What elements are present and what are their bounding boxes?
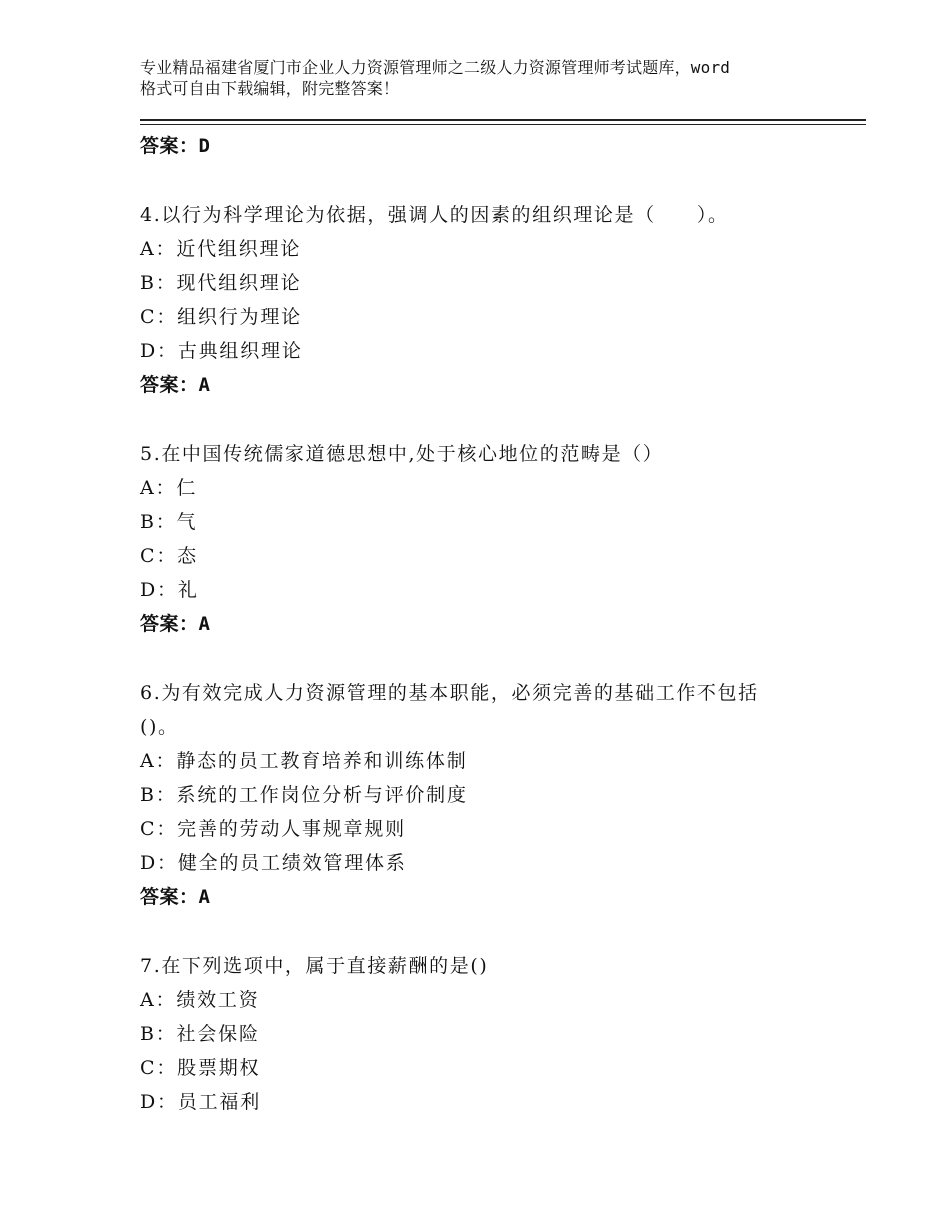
- question-5-answer: 答案：A: [140, 613, 211, 635]
- question-4-option-d: D：古典组织理论: [140, 340, 303, 362]
- answer-q3: 答案：D: [140, 135, 211, 157]
- question-6-stem: 6.为有效完成人力资源管理的基本职能，必须完善的基础工作不包括: [140, 682, 759, 704]
- header-line-1: 专业精品福建省厦门市企业人力资源管理师之二级人力资源管理师考试题库，word: [140, 58, 731, 77]
- question-6-answer: 答案：A: [140, 886, 211, 908]
- question-7-option-d: D：员工福利: [140, 1091, 262, 1113]
- question-4-answer: 答案：A: [140, 374, 211, 396]
- document-header: [140, 57, 840, 99]
- question-6-stem-continued: ()。: [140, 716, 179, 738]
- header-divider-thick: [140, 119, 866, 121]
- question-5-option-b: B：气: [140, 511, 198, 533]
- question-7-option-a: A：绩效工资: [140, 989, 260, 1011]
- question-6-option-d: D：健全的员工绩效管理体系: [140, 852, 407, 874]
- question-4-option-a: A：近代组织理论: [140, 238, 302, 260]
- question-4-stem: 4.以行为科学理论为依据，强调人的因素的组织理论是（ ）。: [140, 204, 729, 226]
- question-4-option-c: C：组织行为理论: [140, 306, 302, 328]
- question-7-option-c: C：股票期权: [140, 1057, 261, 1079]
- question-6-option-b: B：系统的工作岗位分析与评价制度: [140, 784, 468, 806]
- question-7-stem: 7.在下列选项中，属于直接薪酬的是(): [140, 955, 489, 977]
- question-6-option-c: C：完善的劳动人事规章规则: [140, 818, 406, 840]
- question-5-option-d: D：礼: [140, 579, 199, 601]
- question-7-option-b: B：社会保险: [140, 1023, 260, 1045]
- question-6-option-a: A：静态的员工教育培养和训练体制: [140, 750, 468, 772]
- question-5-option-c: C：态: [140, 545, 198, 567]
- question-4-option-b: B：现代组织理论: [140, 272, 302, 294]
- header-line-2: 格式可自由下载编辑，附完整答案！: [140, 79, 400, 98]
- question-5-option-a: A：仁: [140, 477, 198, 499]
- header-divider-thin: [140, 124, 866, 125]
- question-5-stem: 5.在中国传统儒家道德思想中,处于核心地位的范畴是（）: [140, 443, 664, 465]
